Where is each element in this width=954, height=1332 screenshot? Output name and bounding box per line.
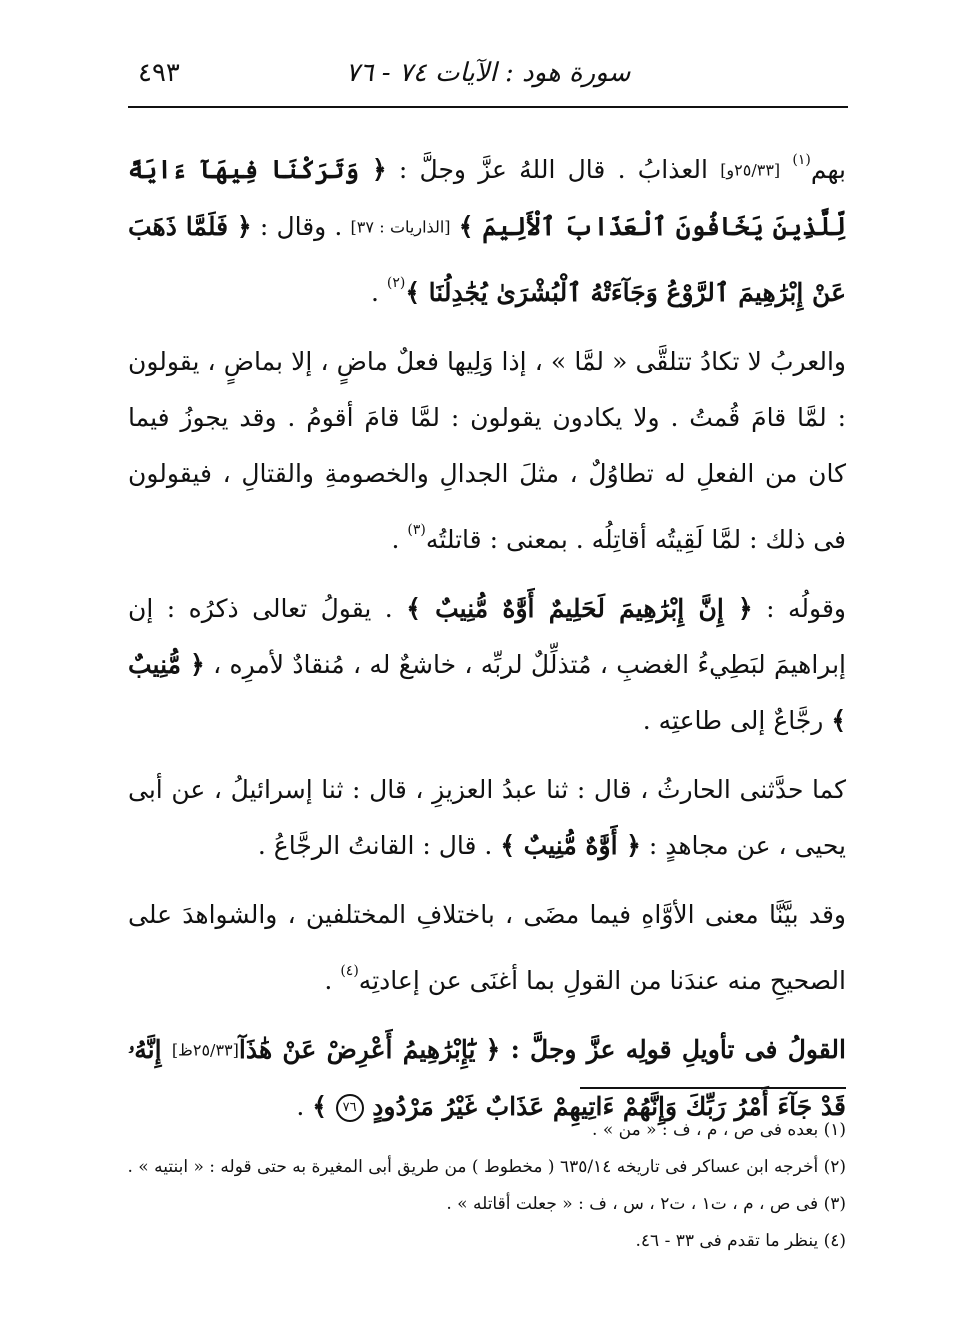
footnote-4: (٤) ينظر ما تقدم فى ٣٣ - ٤٦. (635, 1231, 846, 1251)
quran-quote: ﴿ إِنَّ إِبْرَٰهِيمَ لَحَلِيمٌ أَوَّٰهٌ مُّنِيبٌ ﴾ (406, 594, 753, 624)
footnote-marker-2: (٢) (386, 275, 406, 292)
text-run: بهم (810, 155, 846, 184)
paragraph-1 (128, 132, 846, 321)
text-run: وقد بيَّنَّا معنى الأوَّاهِ فيما مضَى ، باختلافِ المختلفين ، والشواهدَ على الصحيحِ منه عندَنا من القولِ بما أغنَى عن إعادتِه (128, 900, 846, 996)
paragraph-3 (128, 581, 846, 749)
paragraph-2 (128, 334, 846, 568)
footnote-3: (٣) فى ص ، م ، ت١ ، ت٢ ، س ، ف : « جعلت أقاتله » . (446, 1194, 846, 1214)
footnote-2: (٢) أخرجه ابن عساكر فى تاريخه ٦٣٥/١٤ ( مخطوط ) من طريق أبى المغيرة به حتى قوله : « ابنتيه » . (127, 1157, 846, 1177)
footnote-marker-4: (٤) (340, 963, 359, 980)
quran-quote: ﴿ وَتَرَكْنَا فِيهَآ ءَايَةً لِّلَّذِينَ يَخَافُونَ ٱلْعَذَابَ ٱلْأَلِيمَ ﴾ (128, 155, 846, 241)
text-run: . قال : القانتُ الرجَّاعُ . (257, 831, 501, 861)
quran-quote: إِنَّهُۥ قَدْ جَآءَ أَمْرُ رَبِّكَ وَإِنَّهُمْ ءَاتِيهِمْ عَذَابٌ غَيْرُ مَرْدُودٍ (128, 1035, 846, 1121)
text-run: . (370, 278, 387, 308)
text-run: . (391, 525, 408, 555)
text-run: كما حدَّثنى الحارثُ ، قال : ثنا عبدُ العزيزِ ، قال : ثنا إسرائيلُ ، عن أبى يحيى ، عن مجاهدٍ : (128, 775, 846, 861)
text-run: . (296, 1091, 313, 1121)
quran-quote: ﴿ يَٰٓإِبْرَٰهِيمُ أَعْرِضْ عَنْ هَٰذَآ (238, 1035, 501, 1065)
manuscript-ref: [٢٥/٣٣و] (720, 160, 781, 180)
text-run: . (324, 966, 341, 996)
text-run: رجَّاعٌ إلى طاعتِه . (642, 706, 824, 736)
text-run: العذابُ . قال اللهُ عزَّ وجلَّ : (386, 155, 721, 184)
paragraph-4 (128, 762, 846, 874)
section-heading: القولُ فى تأويلِ قولِه عزَّ وجلَّ : (500, 1035, 846, 1065)
page-header (128, 50, 848, 108)
manuscript-ref: [٢٥/٣٣ظ] (171, 1040, 239, 1060)
text-run: . وقال : (251, 211, 351, 241)
quran-quote-close: ﴾ (312, 1091, 336, 1121)
quran-quote: ﴿ مُّنِيبٌ ﴾ (128, 650, 846, 736)
text-run: . يقولُ تعالى ذكرُه : إن إبراهيمَ لبَطِيءُ الغضبِ ، مُتذلِّلٌ لربِّه ، خاشعٌ له ، مُنقادٌ لأمرِه ، (128, 594, 846, 680)
page-number: ٤٩٣ (138, 58, 180, 88)
quran-quote: ﴿ أَوَّٰهٌ مُّنِيبٌ ﴾ (500, 831, 641, 861)
footnotes (110, 1112, 846, 1260)
footnote-marker-1: (١) (792, 152, 811, 168)
running-title: سورة هود : الآيات ٧٤ - ٧٦ (345, 58, 631, 88)
footnote-1: (١) بعده فى ص ، م ، ف : « من » . (592, 1120, 846, 1140)
quran-quote: ﴿ فَلَمَّا ذَهَبَ عَنْ إِبْرَٰهِيمَ ٱلرَّوْعُ وَجَآءَتْهُ ٱلْبُشْرَىٰ يُجَٰدِلُنَا ﴾ (128, 211, 846, 308)
surah-ref: [الذاريات : ٣٧] (350, 217, 451, 237)
main-text (128, 132, 846, 1148)
text-run: وقولُه : (752, 594, 846, 624)
paragraph-5 (128, 887, 846, 1009)
footnote-divider (580, 1087, 846, 1089)
text-run: والعربُ لا تكادُ تتلقَّى « لمَّا » ، إذا وَلِيها فعلٌ ماضٍ ، إلا بماضٍ ، يقولون : لمَّا قامَ قُمتُ . ولا يكادون يقولون : لمَّا قامَ أقومُ . وقد يجوزُ فيما كان من الفعلِ له تطاوُلٌ ، مثلَ الجدالِ والخصومةِ والقتالِ ، فيقولون فى ذلك : لمَّا لَقِيتُه أقاتِلُه . بمعنى : قاتلتُه (128, 347, 846, 555)
ayah-number-icon: ٧٦ (336, 1094, 364, 1122)
footnote-marker-3: (٣) (407, 522, 426, 539)
